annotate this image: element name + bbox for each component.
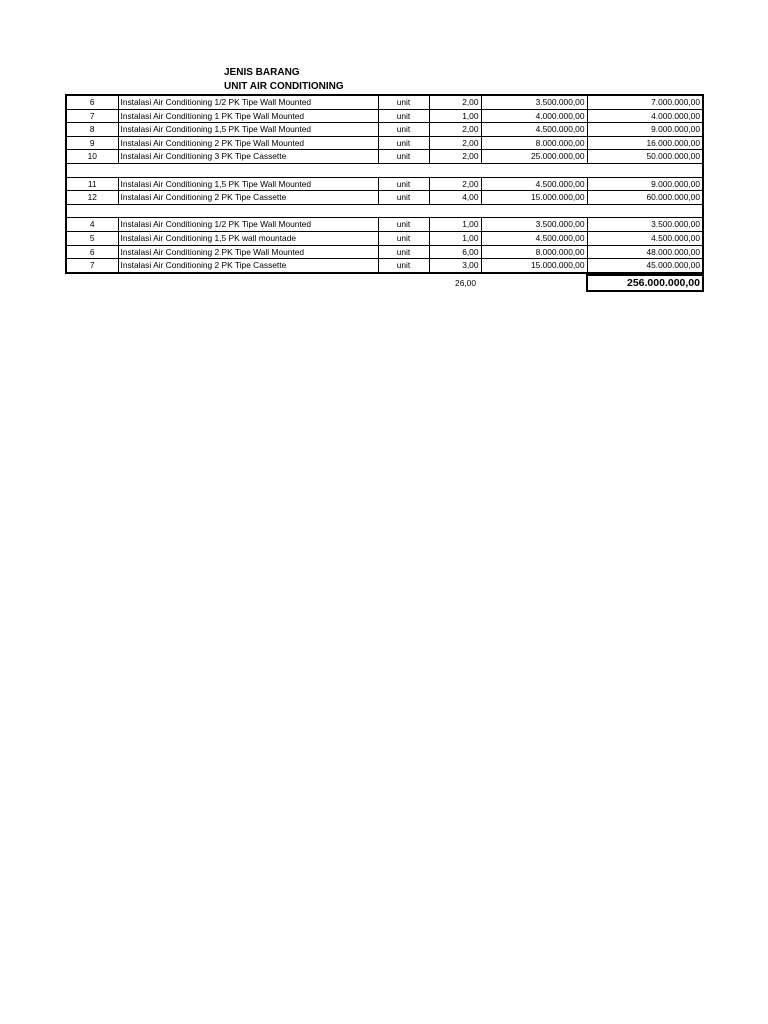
row-unit-price: 4.500.000,00 [481, 231, 587, 245]
table-row [66, 231, 703, 245]
row-unit: unit [378, 150, 429, 164]
row-total: 4.500.000,00 [587, 231, 703, 245]
row-description: Instalasi Air Conditioning 1,5 PK wall mountade [118, 231, 378, 245]
row-unit-price: 25.000.000,00 [481, 150, 587, 164]
row-total: 45.000.000,00 [587, 259, 703, 273]
row-total: 7.000.000,00 [587, 95, 703, 109]
row-unit: unit [378, 191, 429, 205]
row-number: 12 [66, 191, 118, 205]
row-unit-price: 4.000.000,00 [481, 109, 587, 123]
row-total: 9.000.000,00 [587, 123, 703, 137]
row-unit: unit [378, 231, 429, 245]
row-number: 6 [66, 95, 118, 109]
row-unit: unit [378, 218, 429, 232]
row-number: 6 [66, 245, 118, 259]
table-row [66, 136, 703, 150]
table-row [66, 245, 703, 259]
row-description: Instalasi Air Conditioning 1/2 PK Tipe Wall Mounted [118, 218, 378, 232]
row-description: Instalasi Air Conditioning 2 PK Tipe Cassette [118, 191, 378, 205]
group-separator-cell [66, 163, 703, 177]
row-quantity: 3,00 [429, 259, 481, 273]
row-quantity: 6,00 [429, 245, 481, 259]
row-total: 50.000.000,00 [587, 150, 703, 164]
row-unit-price: 8.000.000,00 [481, 245, 587, 259]
row-unit: unit [378, 123, 429, 137]
row-unit: unit [378, 259, 429, 273]
group-separator-cell [66, 204, 703, 218]
row-description: Instalasi Air Conditioning 1,5 PK Tipe Wall Mounted [118, 177, 378, 191]
row-total: 4.000.000,00 [587, 109, 703, 123]
row-unit-price: 15.000.000,00 [481, 259, 587, 273]
row-unit: unit [378, 245, 429, 259]
row-total: 9.000.000,00 [587, 177, 703, 191]
row-unit-price: 4.500.000,00 [481, 177, 587, 191]
document-subtitle: UNIT AIR CONDITIONING [224, 81, 344, 92]
row-number: 4 [66, 218, 118, 232]
row-unit: unit [378, 136, 429, 150]
row-unit-price: 8.000.000,00 [481, 136, 587, 150]
row-number: 8 [66, 123, 118, 137]
row-quantity: 2,00 [429, 177, 481, 191]
row-unit-price: 3.500.000,00 [481, 95, 587, 109]
row-number: 9 [66, 136, 118, 150]
group-separator-row [66, 163, 703, 177]
row-description: Instalasi Air Conditioning 1/2 PK Tipe Wall Mounted [118, 95, 378, 109]
row-quantity: 1,00 [429, 231, 481, 245]
table-row [66, 150, 703, 164]
items-table-body [66, 95, 703, 273]
table-row [66, 109, 703, 123]
group-separator-row [66, 204, 703, 218]
table-row [66, 218, 703, 232]
row-unit: unit [378, 109, 429, 123]
table-row [66, 177, 703, 191]
row-total: 3.500.000,00 [587, 218, 703, 232]
row-quantity: 2,00 [429, 95, 481, 109]
table-row [66, 95, 703, 109]
row-quantity: 1,00 [429, 109, 481, 123]
row-unit-price: 3.500.000,00 [481, 218, 587, 232]
row-description: Instalasi Air Conditioning 1,5 PK Tipe Wall Mounted [118, 123, 378, 137]
row-total: 60.000.000,00 [587, 191, 703, 205]
row-unit: unit [378, 177, 429, 191]
row-total: 16.000.000,00 [587, 136, 703, 150]
row-quantity: 2,00 [429, 123, 481, 137]
grand-total: 256.000.000,00 [586, 274, 704, 292]
row-number: 10 [66, 150, 118, 164]
row-description: Instalasi Air Conditioning 2 PK Tipe Wall Mounted [118, 245, 378, 259]
document-title: JENIS BARANG [224, 67, 300, 78]
row-number: 7 [66, 259, 118, 273]
row-number: 7 [66, 109, 118, 123]
row-unit-price: 4.500.000,00 [481, 123, 587, 137]
table-row [66, 191, 703, 205]
row-number: 5 [66, 231, 118, 245]
total-quantity: 26,00 [455, 278, 476, 288]
row-unit: unit [378, 95, 429, 109]
row-total: 48.000.000,00 [587, 245, 703, 259]
table-row [66, 259, 703, 273]
row-description: Instalasi Air Conditioning 2 PK Tipe Cassette [118, 259, 378, 273]
row-unit-price: 15.000.000,00 [481, 191, 587, 205]
row-quantity: 4,00 [429, 191, 481, 205]
row-description: Instalasi Air Conditioning 3 PK Tipe Cassette [118, 150, 378, 164]
row-description: Instalasi Air Conditioning 1 PK Tipe Wall Mounted [118, 109, 378, 123]
row-quantity: 2,00 [429, 150, 481, 164]
row-number: 11 [66, 177, 118, 191]
table-row [66, 123, 703, 137]
row-quantity: 1,00 [429, 218, 481, 232]
row-description: Instalasi Air Conditioning 2 PK Tipe Wall Mounted [118, 136, 378, 150]
items-table [65, 94, 704, 274]
row-quantity: 2,00 [429, 136, 481, 150]
